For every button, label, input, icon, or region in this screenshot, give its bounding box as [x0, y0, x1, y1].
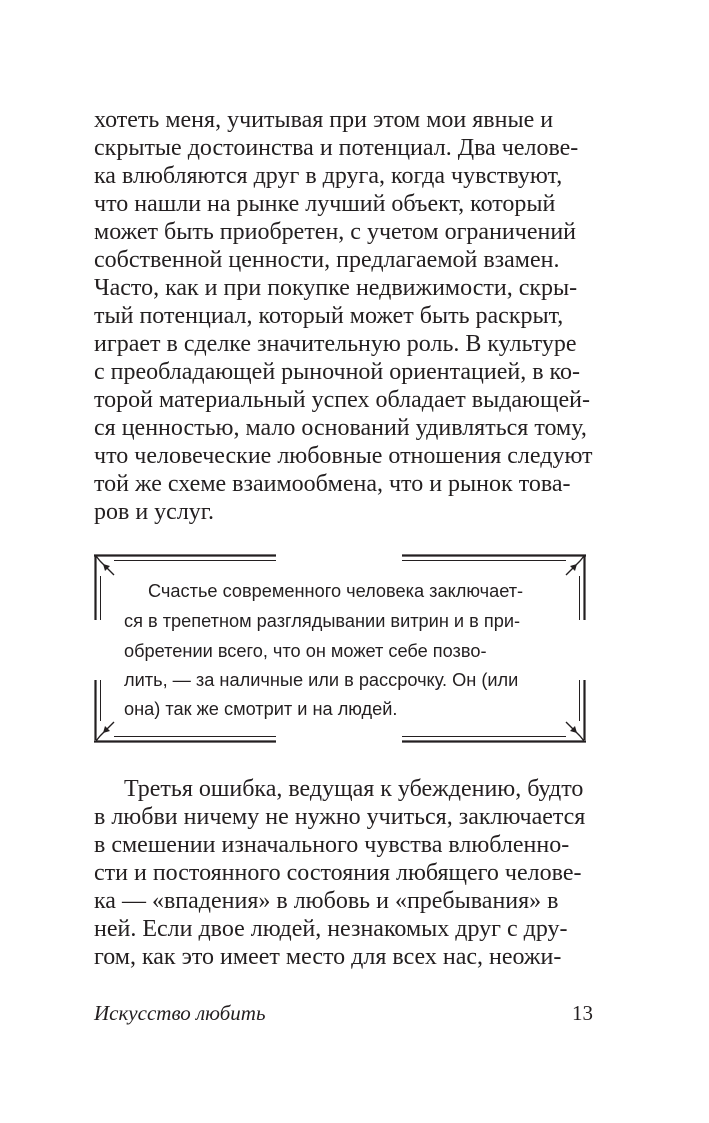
quote-line: обретении всего, что он может себе позво-: [124, 641, 487, 661]
text-line: ка влюбляются друг в друга, когда чувствуют,: [94, 163, 563, 189]
text-line: ка — «впадения» в любовь и «пребывания» в: [94, 888, 559, 914]
text-line: сти и постоянного состояния любящего челове-: [94, 860, 582, 886]
quote-line: Счастье современного человека заключает-: [148, 581, 524, 601]
text-line: хотеть меня, учитывая при этом мои явные и: [94, 107, 554, 133]
text-line: может быть приобретен, с учетом ограничений: [94, 219, 577, 245]
text-line: в смешении изначального чувства влюбленно-: [94, 832, 570, 858]
text-line: тый потенциал, который может быть раскрыт,: [94, 303, 564, 329]
text-line: ся ценностью, мало оснований удивляться тому,: [94, 415, 587, 441]
quote-line: она) так же смотрит и на людей.: [124, 699, 398, 719]
text-line: той же схеме взаимообмена, что и рынок това-: [94, 471, 571, 497]
text-line: Часто, как и при покупке недвижимости, скры-: [94, 275, 578, 301]
text-line: скрытые достоинства и потенциал. Два челове-: [94, 135, 579, 161]
text-line: с преобладающей рыночной ориентацией, в ко-: [94, 359, 580, 385]
text-line: собственной ценности, предлагаемой взамен.: [94, 247, 560, 273]
text-line: Третья ошибка, ведущая к убеждению, будто: [124, 776, 584, 802]
text-line: в любви ничему не нужно учиться, заключается: [94, 804, 586, 830]
text-line: ней. Если двое людей, незнакомых друг с дру-: [94, 916, 568, 942]
quote-line: ся в трепетном разглядывании витрин и в при-: [124, 611, 521, 631]
text-line: играет в сделке значительную роль. В культуре: [94, 331, 577, 357]
book-title: Искусство любить: [94, 1001, 266, 1025]
text-line: ров и услуг.: [94, 499, 214, 525]
text-line: что нашли на рынке лучший объект, который: [94, 191, 556, 217]
text-line: гом, как это имеет место для всех нас, неожи-: [94, 944, 562, 970]
quote-line: лить, — за наличные или в рассрочку. Он (или: [124, 670, 519, 690]
text-line: что человеческие любовные отношения следуют: [94, 443, 593, 469]
text-line: торой материальный успех обладает выдающей-: [94, 387, 590, 413]
page-number: 13: [572, 1001, 593, 1025]
